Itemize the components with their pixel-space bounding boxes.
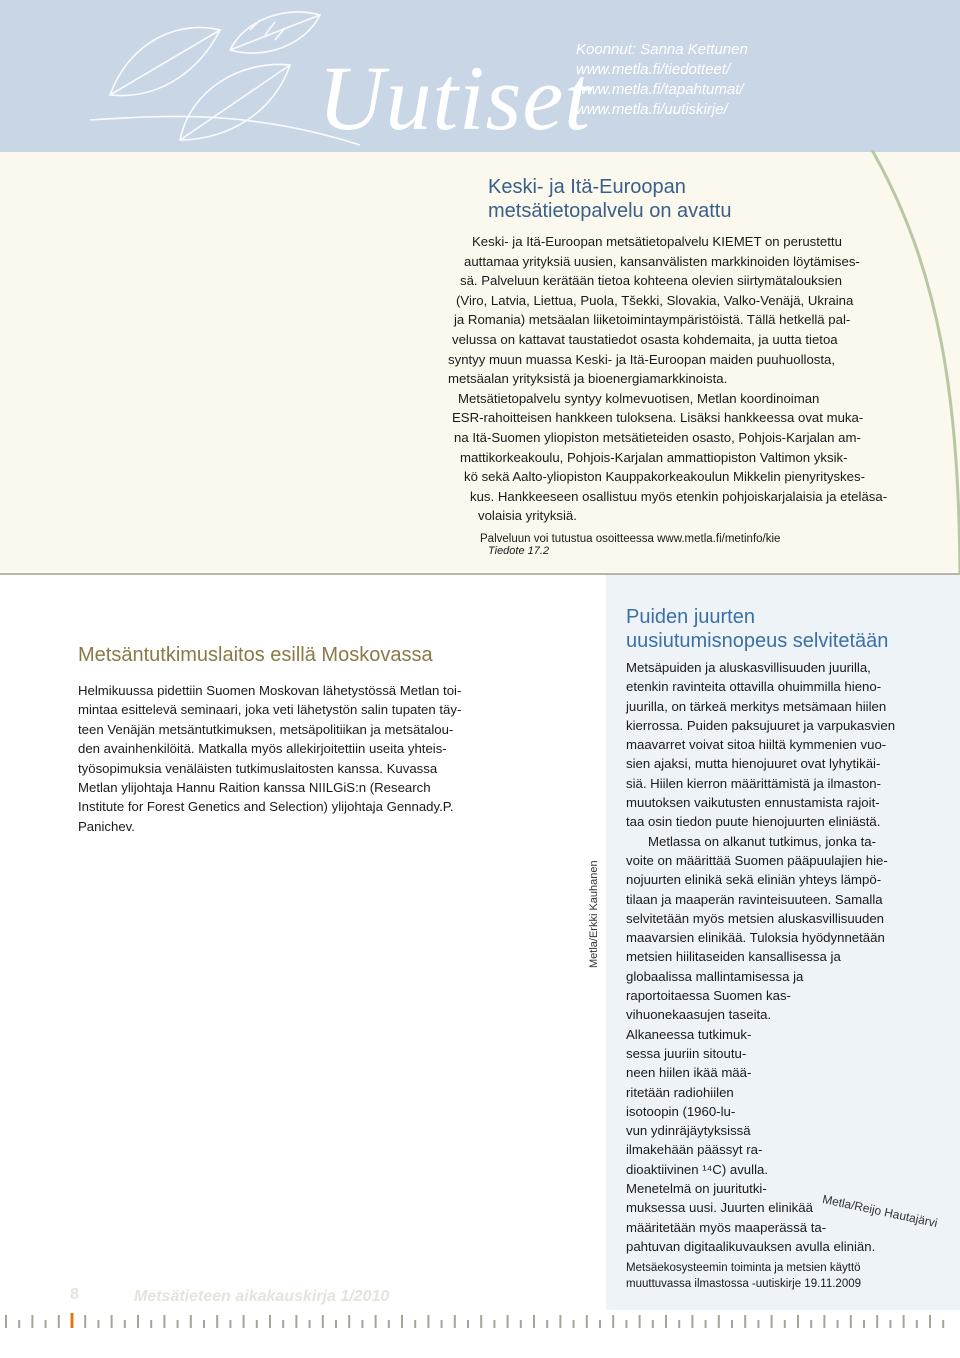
right-article-footnote: muuttuvassa ilmastossa -uutiskirje 19.11.2009 xyxy=(626,1278,862,1291)
top-article-title: Keski- ja Itä-Euroopan metsätietopalvelu on avattu xyxy=(488,176,732,222)
page-number: 8 xyxy=(70,1286,79,1303)
photo-credit-right: Metla/Reijo Hautajärvi xyxy=(821,1192,939,1231)
credits xyxy=(576,40,748,120)
top-article-link[interactable]: Palveluun voi tutustua osoitteessa www.metla.fi/metinfo/kie xyxy=(480,532,781,545)
credit-link[interactable]: www.metla.fi/tiedotteet/ xyxy=(576,61,731,78)
magazine-name: Metsätieteen aikakauskirja 1/2010 xyxy=(134,1288,390,1305)
section-title: Uutiset xyxy=(318,47,591,149)
credit-author: Koonnut: Sanna Kettunen xyxy=(576,41,748,58)
right-article-body: Metsäpuiden ja aluskasvillisuuden juurilla, etenkin ravinteita ottavilla ohuimmilla hieno- juurilla, on tärkeä merkitys metsämaan hiilen kierrossa. Puiden paksujuuret ja varpukasvien maavarret voivat sitoa hiiltä kymmenien vuo- sien ajaksi, mutta hienojuuret ovat lyhytikäi- siä. Hiilen kierron määrittämistä ja ilmaston- muutoksen vaikutusten ennustamista rajoit- taa osin tiedon puute hienojuurten eliniästä. Metlassa on alkanut tutkimus, jonka ta- voite on määrittää Suomen pääpuulajien hie- nojuurten elinikä sekä eliniän yhteys lämpö- tilaan ja maaperän ravinteisuuteen. Samalla selvitetään myös metsien aluskasvillisuuden maavarsien elinikää. Tuloksia hyödynnetään metsien hiilitaseiden kansallisessa ja globaalissa mallintamisessa ja raportoitaessa Suomen kas- vihuonekaasujen taseita. Alkaneessa tutkimuk- sessa juuriin sitoutu- neen hiilen ikää mää- ritetään radiohiilen isotoopin (1960-lu- vun ydinräjäytyksissä ilmakehään päässyt ra- dioaktiivinen ¹⁴C) avulla. Menetelmä on juuritutki- muksessa uusi. Juurten elinikää määritetään myös maaperässä ta- pahtuvan digitaalikuvauksen avulla eliniän. Metsäekosysteemin toiminta ja metsien käyttö muuttuvassa ilmastossa -uutiskirje 19.11.2009 xyxy=(626,658,926,1292)
top-article-body: Keski- ja Itä-Euroopan metsätietopalvelu KIEMET on perustettu auttamaa yrityksiä uusien, kansanvälisten markkinoiden löytämises- sä. Palveluun kerätään tietoa kohteena olevien siirtymätalouksien (Viro, Latvia, Liettua, Puola, Tšekki, Slovakia, Valko-Venäjä, Ukraina ja Romania) metsäalan liiketoimintaympäristöistä. Tällä hetkellä pal- velussa on kattavat taustatiedot osasta kohdemaita, ja uutta tietoa syntyy muun muassa Keski- ja Itä-Euroopan maiden puuhuollosta, metsäalan yrityksistä ja bioenergiamarkkinoista. Metsätietopalvelu syntyy kolmevuotisen, Metlan koordinoiman ESR-rahoitteisen hankkeen tuloksena. Lisäksi hankkeessa ovat muka- na Itä-Suomen yliopiston metsätieteiden osasto, Pohjois-Karjalan am- mattikorkeakoulu, Pohjois-Karjalan ammattiopiston Valtimon yksik- kö sekä Aalto-yliopiston Kauppakorkeakoulun Mikkelin pienyrityskes- kus. Hankkeeseen osallistuu myös etenkin pohjoiskarjalaisia ja eteläsa- volaisia yrityksiä. Palveluun voi tutustua osoitteessa www.metla.fi/metinfo/kie xyxy=(448,232,878,550)
right-article-footnote: Metsäekosysteemin toiminta ja metsien käyttö xyxy=(626,1262,861,1275)
decorative-tick-ruler xyxy=(0,1312,960,1332)
credit-link[interactable]: www.metla.fi/uutiskirje/ xyxy=(576,101,728,118)
left-article-body: Helmikuussa pidettiin Suomen Moskovan lähetystössä Metlan toi- mintaa esittelevä seminaari, joka veti lähetystön salin tupaten täy- teen Venäjän metsäntutkimuksen, metsäpolitiikan ja metsätalou- den avainhenkilöitä. Matkalla myös allekirjoitettiin useita yhteis- työsopimuksia venäläisten tutkimuslaitosten kanssa. Kuvassa Metlan ylijohtaja Hannu Raition kanssa NIILGiS:n (Research Institute for Forest Genetics and Selection) ylijohtaja Gennady.P. Panichev. xyxy=(78,683,462,834)
photo-credit-left: Metla/Erkki Kauhanen xyxy=(588,860,600,968)
credit-link[interactable]: www.metla.fi/tapahtumat/ xyxy=(576,81,744,98)
right-article-title: Puiden juurten uusiutumisnopeus selvitetään xyxy=(626,606,889,652)
left-article-title: Metsäntutkimuslaitos esillä Moskovassa xyxy=(78,644,433,666)
tiedote-reference: Tiedote 17.2 xyxy=(488,545,550,557)
decorative-curve xyxy=(870,150,960,590)
